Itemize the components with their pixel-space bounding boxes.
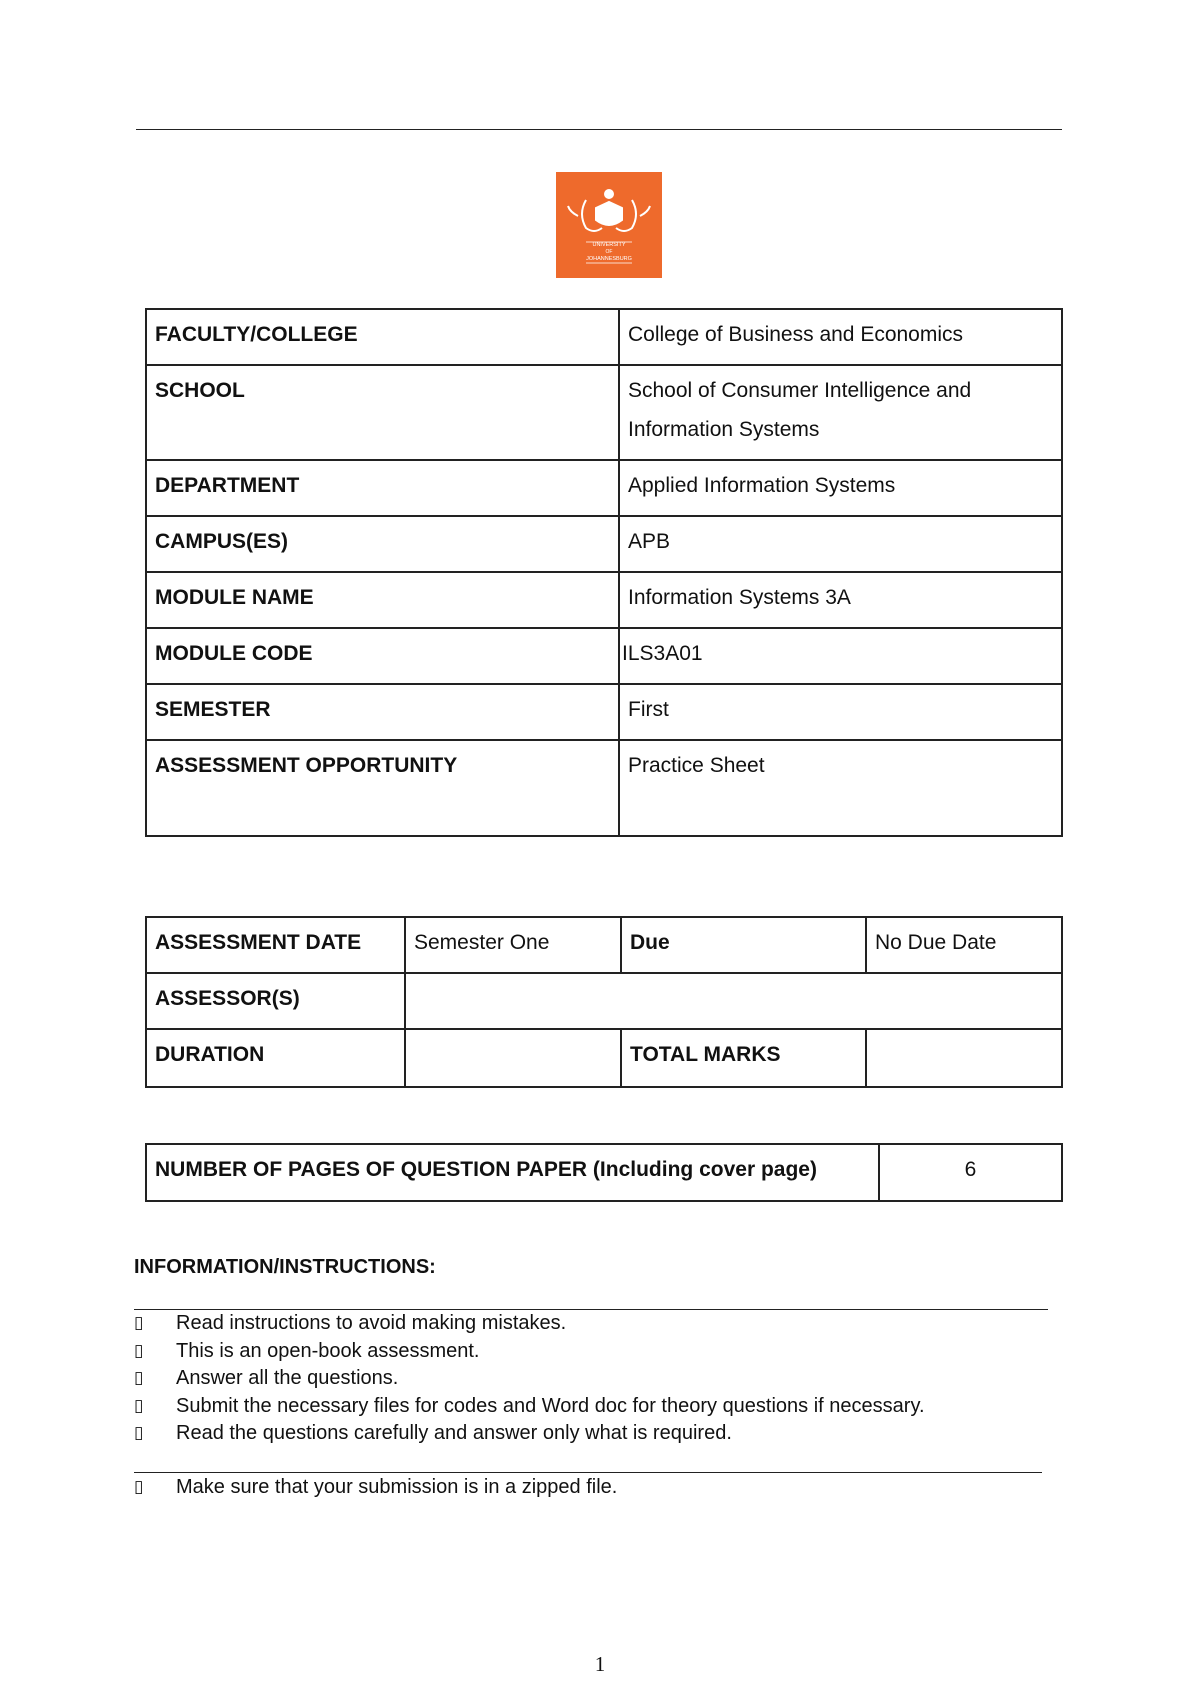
list-item (134, 1420, 1054, 1448)
table-row (146, 460, 1062, 516)
department-value: Applied Information Systems (619, 460, 1062, 516)
duration-label: DURATION (146, 1029, 405, 1087)
logo-line-3: JOHANNESBURG (586, 256, 632, 262)
top-rule (136, 129, 1062, 130)
instructions-list (134, 1310, 1054, 1448)
assessment-date-label: ASSESSMENT DATE (146, 917, 405, 973)
university-logo (556, 172, 662, 278)
due-label: Due (621, 917, 866, 973)
campus-label: CAMPUS(ES) (146, 516, 619, 572)
list-item (134, 1310, 1054, 1338)
pages-table (145, 1143, 1063, 1202)
campus-value: APB (619, 516, 1062, 572)
module-code-label: MODULE CODE (146, 628, 619, 684)
table-row (146, 684, 1062, 740)
table-row (146, 973, 1062, 1029)
table-row (146, 740, 1062, 836)
semester-label: SEMESTER (146, 684, 619, 740)
list-item (134, 1338, 1054, 1366)
logo-line-1: UNIVERSITY (592, 242, 626, 248)
list-item (134, 1474, 1054, 1502)
school-label: SCHOOL (146, 365, 619, 460)
assessor-label: ASSESSOR(S) (146, 973, 405, 1029)
list-item (134, 1393, 1054, 1421)
table-row (146, 365, 1062, 460)
bullet-icon: ▯ (134, 1313, 144, 1333)
instruction-text: Read the questions carefully and answer only what is required. (176, 1422, 732, 1444)
total-marks-value (866, 1029, 1062, 1087)
semester-value: First (619, 684, 1062, 740)
assessment-opportunity-value: Practice Sheet (619, 740, 1062, 836)
table-row (146, 309, 1062, 365)
module-name-label: MODULE NAME (146, 572, 619, 628)
table-row (146, 572, 1062, 628)
instruction-text: Answer all the questions. (176, 1367, 399, 1389)
bullet-icon: ▯ (134, 1423, 144, 1443)
department-label: DEPARTMENT (146, 460, 619, 516)
module-name-value: Information Systems 3A (619, 572, 1062, 628)
table-row (146, 1144, 1062, 1201)
instructions-bottom-rule (134, 1472, 1042, 1473)
module-info-table (145, 308, 1063, 837)
logo-line-2: OF (605, 249, 613, 255)
table-row (146, 1029, 1062, 1087)
bullet-icon: ▯ (134, 1477, 144, 1497)
assessment-opportunity-label: ASSESSMENT OPPORTUNITY (146, 740, 619, 836)
instruction-text: Make sure that your submission is in a zipped file. (176, 1476, 618, 1498)
page-number: 1 (594, 1652, 606, 1676)
faculty-label: FACULTY/COLLEGE (146, 309, 619, 365)
bullet-icon: ▯ (134, 1368, 144, 1388)
pages-label: NUMBER OF PAGES OF QUESTION PAPER (Including cover page) (146, 1144, 879, 1201)
instruction-text: This is an open-book assessment. (176, 1339, 480, 1362)
instructions-heading: INFORMATION/INSTRUCTIONS: (134, 1256, 436, 1278)
instruction-text: Submit the necessary files for codes and Word doc for theory questions if necessary. (176, 1394, 925, 1417)
duration-value (405, 1029, 621, 1087)
assessor-value (405, 973, 1062, 1029)
table-row (146, 628, 1062, 684)
assessment-table (145, 916, 1063, 1088)
list-item (134, 1365, 1054, 1393)
assessment-date-value: Semester One (405, 917, 621, 973)
table-row (146, 917, 1062, 973)
bullet-icon: ▯ (134, 1395, 144, 1416)
pages-value: 6 (879, 1144, 1062, 1201)
bullet-icon: ▯ (134, 1340, 144, 1361)
total-marks-label: TOTAL MARKS (621, 1029, 866, 1087)
instruction-text: Read instructions to avoid making mistakes. (176, 1312, 567, 1334)
module-code-value: ILS3A01 (619, 628, 1062, 684)
due-value: No Due Date (866, 917, 1062, 973)
table-row (146, 516, 1062, 572)
school-value: School of Consumer Intelligence and Information Systems (619, 365, 1062, 460)
faculty-value: College of Business and Economics (619, 309, 1062, 365)
final-instruction (134, 1474, 1054, 1502)
